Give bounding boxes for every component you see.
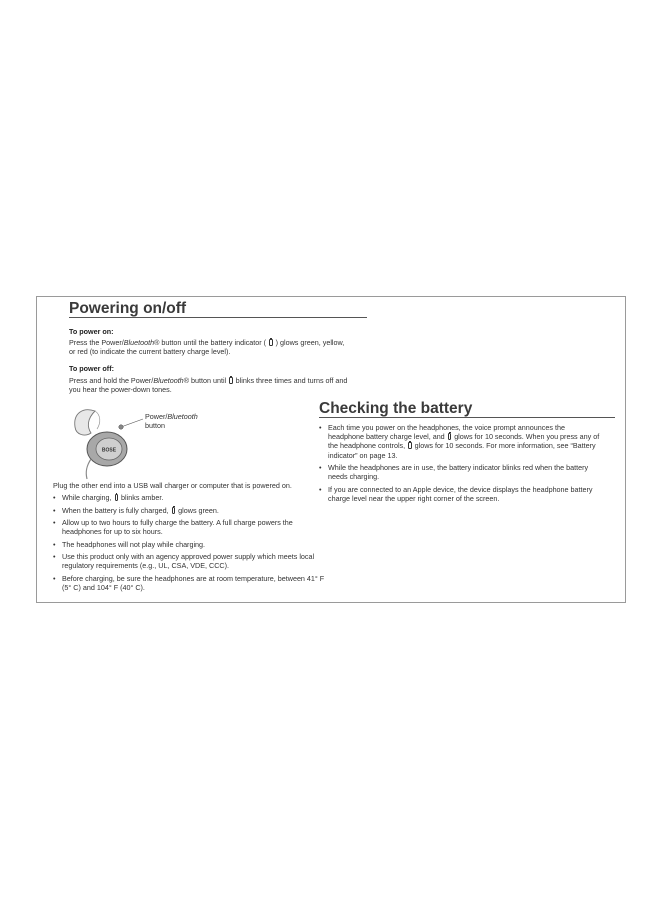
rbullet-3-a: If you are connected to an Apple device, the device displays the headphone battery	[328, 484, 593, 494]
bullet-3-a: Allow up to two hours to fully charge the battery. A full charge powers the	[62, 518, 293, 527]
battery-indicator-icon	[408, 442, 412, 449]
bullet-2-a: When the battery is fully charged,	[62, 505, 169, 515]
bullet-5-a: Use this product only with an agency approved power supply which meets local	[62, 552, 315, 562]
rbullet-1-e: glows for 10 seconds. For more information, see “Battery	[414, 441, 596, 451]
bullet-5-b: regulatory requirements (e.g., UL, CSA, VDE, CCC).	[62, 561, 229, 571]
list-item	[319, 485, 619, 503]
power-off-text-d: you hear the power-down tones.	[69, 385, 172, 395]
power-off-text-b: ® button until	[183, 376, 227, 385]
powering-title-rule	[69, 317, 367, 318]
rbullet-1-a: Each time you power on the headphones, the voice prompt announces the	[328, 423, 565, 432]
charging-intro: Plug the other end into a USB wall charger or computer that is powered on.	[53, 481, 292, 490]
list-item	[53, 493, 343, 502]
power-on-text	[69, 338, 369, 357]
charging-bullets	[53, 493, 343, 596]
list-item	[319, 463, 619, 481]
battery-indicator-icon	[115, 494, 119, 501]
rbullet-1-f: indicator” on page 13.	[328, 450, 398, 460]
bullet-1-a: While charging,	[62, 493, 112, 502]
list-item	[319, 423, 619, 460]
earbud-illustration	[65, 405, 145, 481]
power-on-text-d: or red (to indicate the current battery charge level).	[69, 347, 231, 357]
rbullet-2-b: needs charging.	[328, 472, 380, 482]
rbullet-1-d: the headphone controls,	[328, 441, 406, 451]
battery-indicator-icon	[269, 339, 273, 346]
rbullet-3-b: charge level near the upper right corner of the screen.	[328, 494, 500, 504]
power-on-text-b: ® button until the battery indicator (	[154, 338, 267, 347]
power-on-text-c: ) glows green, yellow,	[275, 338, 345, 347]
power-on-heading: To power on:	[69, 327, 114, 336]
bullet-1-b: blinks amber.	[121, 493, 164, 502]
bullet-2-b: glows green.	[178, 505, 219, 515]
powering-title: Powering on/off	[69, 300, 187, 317]
power-off-bluetooth: Bluetooth	[153, 376, 184, 385]
callout-text-b: button	[145, 421, 165, 430]
callout-leader-line	[121, 419, 143, 427]
power-off-text-c: blinks three times and turns off and	[235, 376, 348, 385]
power-on-bluetooth: Bluetooth	[123, 338, 155, 347]
bullet-6-b: (5° C) and 104° F (40° C).	[62, 583, 145, 593]
power-button-marker	[119, 425, 123, 429]
power-on-text-a: Press the Power/	[69, 338, 124, 347]
bullet-4: The headphones will not play while charging.	[62, 539, 206, 549]
power-off-text-a: Press and hold the Power/	[69, 376, 154, 385]
manual-page	[36, 296, 626, 603]
battery-indicator-icon	[448, 433, 452, 440]
list-item	[53, 518, 343, 536]
list-item	[53, 574, 343, 592]
list-item	[53, 552, 343, 570]
battery-bullets	[319, 423, 619, 507]
battery-indicator-icon	[172, 507, 176, 514]
callout-bluetooth: Bluetooth	[167, 412, 198, 421]
rbullet-1-c: glows for 10 seconds. When you press any of	[454, 432, 600, 442]
rbullet-1-b: headphone battery charge level, and	[328, 432, 445, 442]
bullet-3-b: headphones for up to six hours.	[62, 527, 163, 537]
bose-logo: BOSE	[101, 447, 117, 454]
rbullet-2-a: While the headphones are in use, the battery indicator blinks red when the battery	[328, 463, 589, 473]
list-item	[53, 506, 343, 515]
checking-battery-title-rule	[319, 417, 615, 418]
list-item	[53, 540, 343, 549]
checking-battery-title: Checking the battery	[319, 400, 473, 417]
power-off-heading: To power off:	[69, 364, 114, 373]
battery-indicator-icon	[229, 377, 233, 384]
bullet-6-a: Before charging, be sure the headphones are at room temperature, between 41° F	[62, 573, 325, 583]
power-button-callout	[145, 412, 198, 430]
callout-text-a: Power/	[145, 412, 168, 421]
power-off-text	[69, 376, 369, 395]
